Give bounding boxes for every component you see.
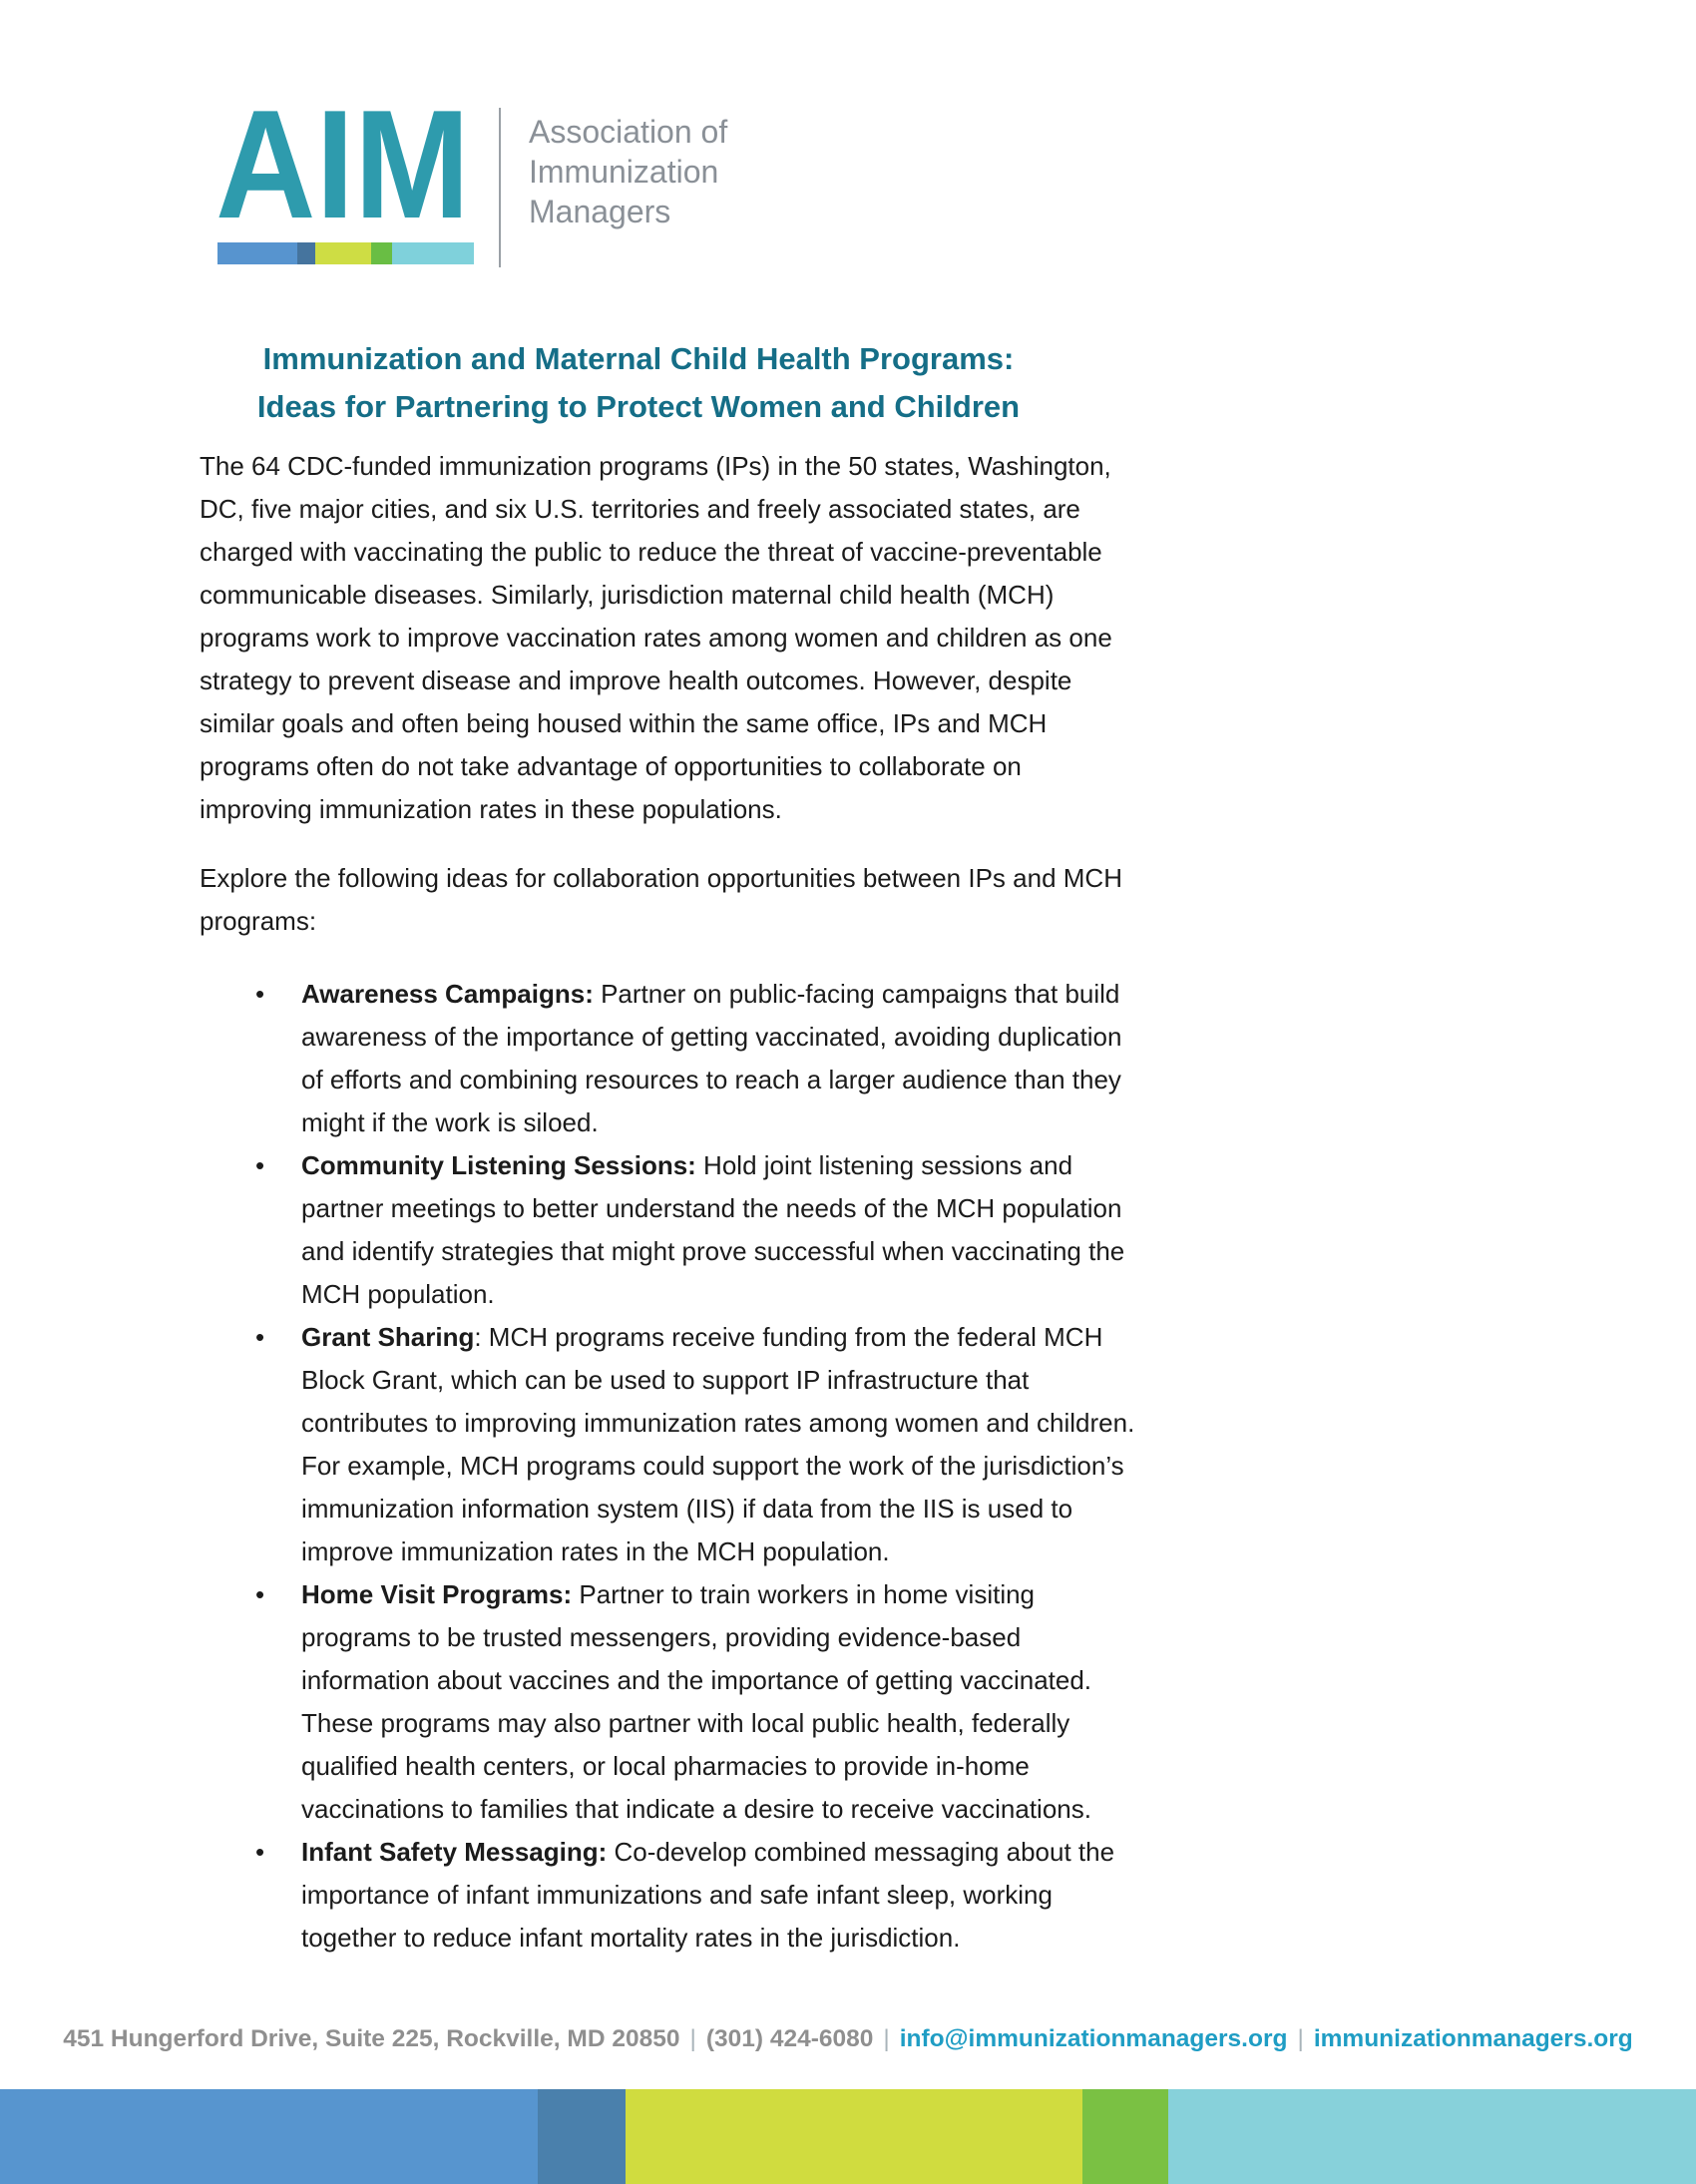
list-item	[301, 1573, 1137, 1831]
stripe-segment-yellow-green	[315, 242, 372, 264]
bullet-text: Co-develop combined messaging about the importance of infant immunizations and safe infant sleep, working together to reduce infant mortality rates in the jurisdiction.	[301, 1837, 1115, 1953]
bullet-label: Community Listening Sessions:	[301, 1150, 696, 1180]
footer-contact-line	[0, 2025, 1696, 2053]
bar-segment-yellow-green	[626, 2089, 1081, 2184]
title-line-2: Ideas for Partnering to Protect Women and Children	[256, 389, 1021, 424]
footer-separator: |	[1297, 2025, 1304, 2052]
aim-wordmark-graphic	[215, 100, 477, 229]
bullet-text: Hold joint listening sessions and partner meetings to better understand the needs of the MCH population and identify strategies that might prove successful when vaccinating the MCH population.	[301, 1150, 1125, 1309]
stripe-segment-light-teal	[392, 242, 474, 264]
collaboration-ideas-list	[200, 973, 1137, 1960]
organization-name	[529, 112, 727, 231]
footer-email-link[interactable]: info@immunizationmanagers.org	[899, 2025, 1288, 2052]
footer-phone: (301) 424-6080	[705, 2025, 874, 2052]
bullet-label: Infant Safety Messaging:	[301, 1837, 608, 1867]
bullet-label: Grant Sharing	[301, 1322, 475, 1352]
list-item	[301, 973, 1137, 1144]
list-item	[301, 1831, 1137, 1960]
bottom-color-bar	[0, 2089, 1696, 2184]
lead-in-paragraph: Explore the following ideas for collaboration opportunities between IPs and MCH programs:	[200, 863, 1122, 936]
bullet-label: Home Visit Programs:	[301, 1579, 573, 1609]
document-title	[170, 335, 1107, 431]
footer-separator: |	[689, 2025, 696, 2052]
logo-divider-line	[499, 108, 501, 267]
aim-wordmark-text: AIM	[215, 100, 470, 229]
bullet-label: Awareness Campaigns:	[301, 979, 594, 1009]
bar-segment-dark-blue	[538, 2089, 626, 2184]
logo-color-stripe	[217, 242, 474, 264]
footer-website-link[interactable]: immunizationmanagers.org	[1313, 2025, 1633, 2052]
stripe-segment-dark-blue	[297, 242, 315, 264]
footer-address: 451 Hungerford Drive, Suite 225, Rockville, MD 20850	[63, 2025, 680, 2052]
intro-paragraph: The 64 CDC-funded immunization programs (IPs) in the 50 states, Washington, DC, five major cities, and six U.S. territories and freely associated states, are charged with vaccinating the public to reduce the threat of vaccine-preventable communicable diseases. Similarly, jurisdiction maternal child health (MCH) programs work to improve vaccination rates among women and children as one strategy to prevent disease and improve health outcomes. However, despite similar goals and often being housed within the same office, IPs and MCH programs often do not take advantage of opportunities to collaborate on improving immunization rates in these populations.	[200, 451, 1112, 824]
aim-logo	[215, 100, 477, 229]
list-item	[301, 1316, 1137, 1573]
title-line-1: Immunization and Maternal Child Health Programs:	[262, 341, 1015, 376]
stripe-segment-green	[371, 242, 392, 264]
bar-segment-blue	[0, 2089, 538, 2184]
bullet-text: Partner on public-facing campaigns that build awareness of the importance of getting vaccinated, avoiding duplication of efforts and combining resources to reach a larger audience than they might if the work is siloed.	[301, 979, 1122, 1137]
list-item	[301, 1144, 1137, 1316]
footer-separator: |	[883, 2025, 890, 2052]
bar-segment-green	[1082, 2089, 1169, 2184]
org-name-line-1: Association of	[529, 114, 728, 150]
org-name-line-3: Managers	[529, 194, 671, 229]
bullet-text: Partner to train workers in home visiting programs to be trusted messengers, providing evidence-based information about vaccines and the importance of getting vaccinated. These programs may also partner with local public health, federally qualified health centers, or local pharmacies to provide in-home vaccinations to families that indicate a desire to receive vaccinations.	[301, 1579, 1092, 1824]
bar-segment-light-teal	[1168, 2089, 1696, 2184]
org-name-line-2: Immunization	[529, 154, 719, 190]
bullet-text: : MCH programs receive funding from the federal MCH Block Grant, which can be used to support IP infrastructure that contributes to improving immunization rates among women and children. For example, MCH programs could support the work of the jurisdiction’s immunization information system (IIS) if data from the IIS is used to improve immunization rates in the MCH population.	[301, 1322, 1135, 1566]
stripe-segment-blue	[217, 242, 297, 264]
document-body	[200, 445, 1137, 1960]
